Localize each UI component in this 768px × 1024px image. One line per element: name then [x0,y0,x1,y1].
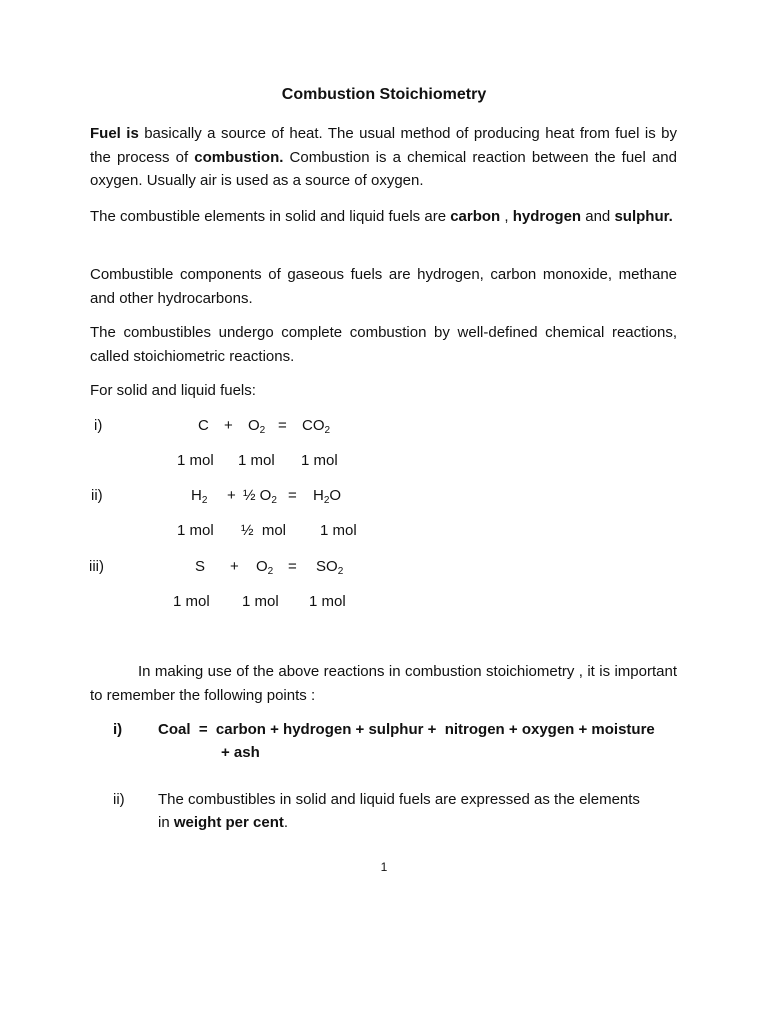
paragraph-text: basically a source of heat. The usual method of producing heat from fuel is by the process of [90,125,677,166]
point-number: ii) [113,791,125,808]
equals-sign: = [288,558,297,575]
subscript: 2 [271,495,277,506]
paragraph-text: The combustible elements in solid and liquid fuels are [90,208,451,225]
equals-sign: = [288,487,297,504]
formula: SO [316,558,338,575]
plus-sign: + [224,417,233,434]
formula: ½ O [243,487,272,504]
mol-value: 1 mol [242,593,279,610]
point-combustibles-text-line2 [158,813,288,833]
paragraph-important-points: In making use of the above reactions in combustion stoichiometry , it is important to remember the following points : [90,663,677,704]
subscript: 2 [324,425,331,436]
term-sulphur: sulphur. [614,208,673,225]
term-fuel-is: Fuel is [90,125,139,142]
paragraph-text: Combustion is a chemical reaction between the fuel and oxygen. Usually air is used as a source of oxygen. [90,148,677,189]
point-number: i) [113,721,123,738]
equals-sign: = [278,417,287,434]
reaction-number: iii) [89,558,104,575]
reactant-oxygen [243,486,277,506]
page-number: 1 [380,860,388,874]
reactant-sulphur: S [195,558,206,575]
subscript: 2 [201,495,208,506]
reactant-oxygen [248,416,265,436]
subscript: 2 [337,566,344,577]
paragraph-text: , [500,208,513,225]
mol-value: 1 mol [173,593,210,610]
subscript: 2 [323,495,330,506]
point-coal-composition: Coal = carbon + hydrogen + sulphur + nitrogen + oxygen + moisture [158,721,655,738]
plus-sign: + [227,487,236,504]
paragraph-combustible-elements [90,205,677,229]
page-title: Combustion Stoichiometry [281,86,487,103]
paragraph-stoichiometric-reactions: The combustibles undergo complete combustion by well-defined chemical reactions, called stoichiometric reactions. [90,324,677,365]
point-combustibles-text: The combustibles in solid and liquid fuels are expressed as the elements [158,791,640,808]
formula: H [313,487,324,504]
paragraph-text: . [283,814,289,831]
formula: O [248,417,260,434]
plus-sign: + [230,558,239,575]
mol-value: 1 mol [177,452,214,469]
paragraph-text: in [158,814,174,831]
subscript: 2 [267,566,274,577]
product-carbon-dioxide [302,416,330,436]
paragraph-solid-liquid-fuels: For solid and liquid fuels: [90,382,256,399]
reactant-oxygen [256,557,273,577]
mol-value: 1 mol [320,522,357,539]
product-sulphur-dioxide [316,557,343,577]
mol-value: ½ mol [241,522,287,539]
paragraph-fuel-definition [90,122,677,193]
mol-value: 1 mol [177,522,214,539]
term-combustion: combustion. [194,148,284,166]
paragraph-text: and [581,208,615,225]
reaction-number: i) [94,417,103,434]
point-coal-composition-ash: + ash [221,744,260,761]
mol-value: 1 mol [301,452,338,469]
formula: CO [302,417,325,434]
term-carbon: carbon [450,208,501,225]
mol-value: 1 mol [309,593,346,610]
reactant-hydrogen [191,486,207,506]
formula: O [329,487,342,504]
term-hydrogen: hydrogen [512,208,582,225]
subscript: 2 [259,425,266,436]
mol-value: 1 mol [238,452,275,469]
term-weight-per-cent: weight per cent [173,814,284,831]
formula: O [256,558,268,575]
reactant-carbon: C [198,417,209,434]
product-water [313,486,341,506]
reaction-number: ii) [91,487,103,504]
paragraph-gaseous-fuels: Combustible components of gaseous fuels are hydrogen, carbon monoxide, methane and other hydrocarbons. [90,266,677,307]
formula: H [191,487,202,504]
